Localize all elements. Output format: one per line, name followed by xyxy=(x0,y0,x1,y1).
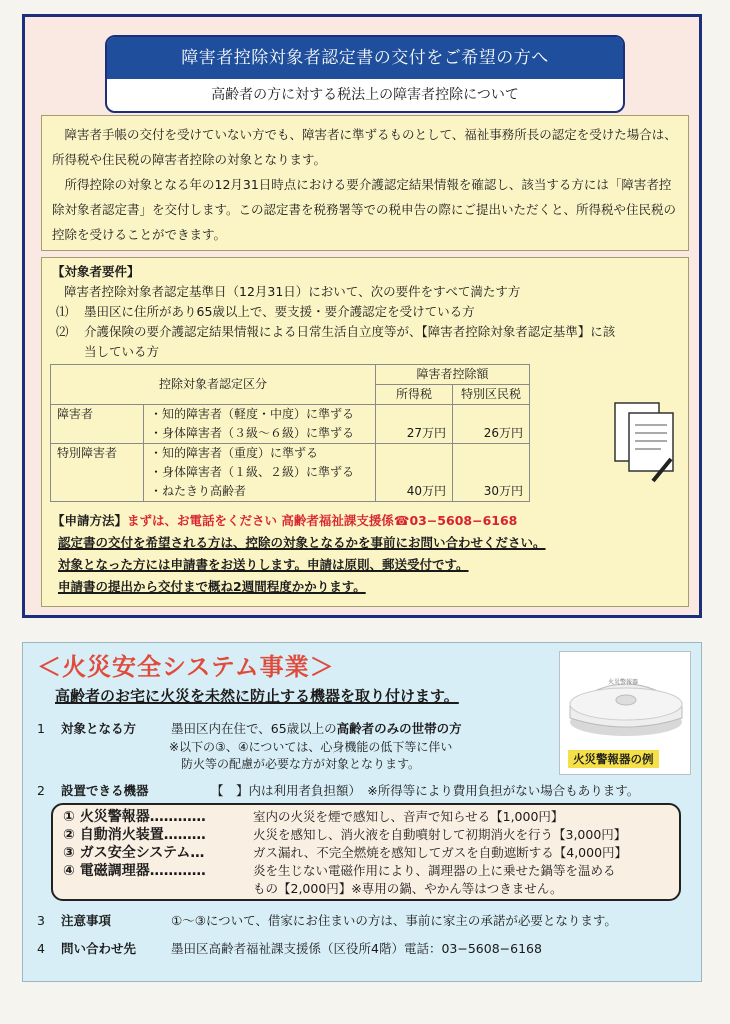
item-text: 墨田区内在住で、65歳以上の xyxy=(171,721,337,736)
row-type: 特別障害者 xyxy=(51,444,144,502)
title-box xyxy=(105,35,625,113)
detector-caption: 火災警報器の例 xyxy=(568,750,659,768)
item-number: ⑴ xyxy=(56,304,69,319)
row-income: 27万円 xyxy=(376,405,453,444)
device-item xyxy=(63,826,669,844)
item-text: 墨田区に住所があり65歳以上で、要支援・要介護認定を受けている方 xyxy=(84,304,475,319)
page-subtitle: 高齢者の方に対する税法上の障害者控除について xyxy=(211,87,519,103)
table-header-income: 所得税 xyxy=(376,385,453,405)
note-line: 防火等の配慮が必要な方が対象となります。 xyxy=(181,757,421,771)
item-text-bold: 高齢者のみの世帯の方 xyxy=(336,721,462,736)
criteria-line: ・知的障害者（重度）に準ずる xyxy=(150,446,319,460)
criteria-line: ・ねたきり高齢者 xyxy=(150,484,247,498)
page-title: 障害者控除対象者認定書の交付をご希望の方へ xyxy=(107,37,623,79)
device-item xyxy=(63,808,669,826)
item-note xyxy=(169,739,569,773)
item-number: 3 xyxy=(37,913,45,928)
row-criteria xyxy=(144,444,376,502)
row-income: 40万円 xyxy=(376,444,453,502)
intro-box xyxy=(41,115,689,251)
item-number: ⑵ xyxy=(56,324,69,339)
apply-line: 認定書の交付を希望される方は、控除の対象となるかを事前にお問い合わせください。 xyxy=(58,535,546,550)
row-criteria xyxy=(144,405,376,444)
tax-deduction-section xyxy=(22,14,702,618)
detector-label: 火災警報器 xyxy=(608,679,639,686)
fire-section-title: ＜火災安全システム事業＞ xyxy=(37,653,335,681)
item-label: 注意事項 xyxy=(61,913,112,928)
device-name: ② 自動消火装置……… xyxy=(63,827,206,843)
smoke-detector-image xyxy=(559,651,691,775)
info-item xyxy=(37,911,687,931)
criteria-line: ・身体障害者（３級〜６級）に準ずる xyxy=(150,426,355,440)
fire-section-subtitle: 高齢者のお宅に火災を未然に防止する機器を取り付けます。 xyxy=(55,687,459,705)
item-continuation: 当している方 xyxy=(84,344,160,359)
requirement-item xyxy=(52,302,678,322)
intro-paragraph: 所得控除の対象となる年の12月31日時点における要介護認定結果情報を確認し、該当する方には「障害者控除対象者認定書」を交付します。この認定書を税務署等での税申告の際にご提出いただくと、所得税や住民税の控除を受けることができます。 xyxy=(52,177,677,242)
device-desc: ガス漏れ、不完全燃焼を感知してガスを自動遮断する【4,000円】 xyxy=(253,845,628,860)
device-item xyxy=(63,844,669,862)
criteria-line: ・知的障害者（軽度・中度）に準ずる xyxy=(150,407,355,421)
device-desc: 室内の火災を煙で感知し、音声で知らせる【1,000円】 xyxy=(253,809,564,824)
table-header-resident: 特別区民税 xyxy=(453,385,530,405)
device-list xyxy=(51,803,681,901)
criteria-line: ・身体障害者（１級、２級）に準ずる xyxy=(150,465,355,479)
device-name: ① 火災警報器………… xyxy=(63,809,206,825)
item-label: 設置できる機器 xyxy=(61,783,149,798)
table-header-amount: 障害者控除額 xyxy=(376,365,530,385)
table-header-category: 控除対象者認定区分 xyxy=(51,365,376,405)
requirements-heading: 【対象者要件】 xyxy=(52,264,140,279)
apply-line: 申請書の提出から交付まで概ね2週間程度かかります。 xyxy=(58,579,366,594)
row-type: 障害者 xyxy=(51,405,144,444)
apply-line: 対象となった方には申請書をお送りします。申請は原則、郵送受付です。 xyxy=(58,557,469,572)
deduction-table xyxy=(50,364,530,502)
requirements-lead: 障害者控除対象者認定基準日（12月31日）において、次の要件をすべて満たす方 xyxy=(64,284,521,299)
application-method xyxy=(52,510,678,598)
info-item xyxy=(37,719,557,739)
row-resident: 26万円 xyxy=(453,405,530,444)
apply-contact: まずは、お電話をください 高齢者福祉課支援係☎03−5608−6168 xyxy=(127,513,518,528)
requirement-item xyxy=(52,322,678,342)
intro-paragraph: 障害者手帳の交付を受けていない方でも、障害者に準ずるものとして、福祉事務所長の認定を受けた場合は、所得税や住民税の障害者控除の対象となります。 xyxy=(52,127,677,167)
item-number: 1 xyxy=(37,721,45,736)
device-desc-continuation: もの【2,000円】※専用の鍋、やかん等はつきません。 xyxy=(253,881,563,896)
row-resident: 30万円 xyxy=(453,444,530,502)
info-item xyxy=(37,781,687,801)
device-item xyxy=(63,862,669,880)
table-row xyxy=(51,405,530,444)
item-number: 2 xyxy=(37,783,45,798)
device-desc: 炎を生じない電磁作用により、調理器の上に乗せた鍋等を温める xyxy=(253,863,616,878)
item-label: 問い合わせ先 xyxy=(61,941,137,956)
device-name: ③ ガス安全システム… xyxy=(63,845,205,861)
item-text: 【 】内は利用者負担額） ※所得等により費用負担がない場合もあります。 xyxy=(211,783,640,798)
table-row xyxy=(51,444,530,502)
item-text: 墨田区高齢者福祉課支援係（区役所4階）電話：03−5608−6168 xyxy=(171,941,542,956)
apply-label: 【申請方法】 xyxy=(52,513,128,528)
item-text: ①〜③について、借家にお住まいの方は、事前に家主の承諾が必要となります。 xyxy=(171,913,617,928)
item-number: 4 xyxy=(37,941,45,956)
requirements-box xyxy=(41,257,689,607)
item-label: 対象となる方 xyxy=(61,721,137,736)
device-desc: 火災を感知し、消火液を自動噴射して初期消火を行う【3,000円】 xyxy=(253,827,627,842)
item-text: 介護保険の要介護認定結果情報による日常生活自立度等が、【障害者控除対象者認定基準】に該 xyxy=(84,324,616,339)
note-line: ※以下の③、④については、心身機能の低下等に伴い xyxy=(169,740,453,754)
fire-safety-section xyxy=(22,642,702,982)
device-name: ④ 電磁調理器………… xyxy=(63,863,206,879)
smoke-detector-icon xyxy=(560,652,690,752)
info-item xyxy=(37,939,687,959)
documents-pen-icon xyxy=(609,397,689,487)
